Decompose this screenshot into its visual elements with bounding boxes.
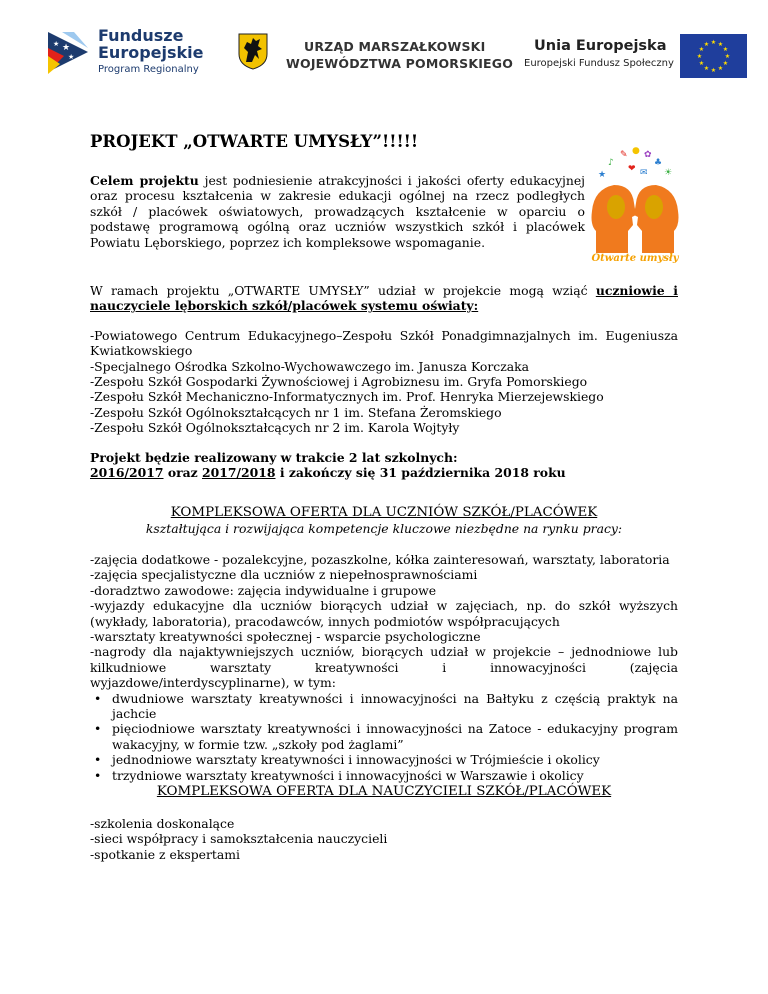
svg-text:★: ★ (696, 53, 703, 60)
duration-line-1: Projekt będzie realizowany w trakcie 2 lat szkolnych: (90, 449, 458, 465)
offer-item: -nagrody dla najaktywniejszych uczniów, biorących udział w projekcie – jednodniowe lub kilkudniowe warsztaty kreatywności i innowacyjności (zajęcia wyjazdowe/interdyscyplinarne), w tym: (90, 644, 678, 691)
page-title: PROJEKT „OTWARTE UMYSŁY”!!!!! (90, 132, 419, 151)
svg-text:★: ★ (710, 67, 717, 74)
svg-text:★: ★ (698, 46, 705, 53)
teachers-offer-title: KOMPLEKSOWA OFERTA DLA NAUCZYCIELI SZKÓŁ/PLACÓWEK (156, 783, 612, 799)
school-item: -Zespołu Szkół Ogólnokształcących nr 2 im. Karola Wojtyły (90, 420, 460, 436)
fundusze-europejskie-label (98, 27, 204, 78)
participants-highlight: uczniowie i nauczyciele lęborskich szkół/placówek systemu oświaty: (90, 283, 678, 314)
urzad-marszalkowski-label (286, 38, 513, 72)
svg-text:★: ★ (722, 60, 729, 67)
svg-text:✿: ✿ (644, 150, 652, 160)
open-minds-illustration (588, 145, 682, 263)
pomorskie-griffin-crest (237, 32, 269, 70)
svg-text:★: ★ (68, 53, 75, 61)
teacher-offer-item: -spotkanie z ekspertami (90, 846, 240, 862)
awards-bullet-list (90, 691, 678, 783)
svg-text:★: ★ (703, 41, 710, 48)
school-year-2: 2017/2018 (202, 465, 276, 481)
offer-item: -doradztwo zawodowe: zajęcia indywidualne i grupowe (90, 582, 437, 598)
school-item: -Zespołu Szkół Gospodarki Żywnościowej i Agrobiznesu im. Gryfa Pomorskiego (90, 374, 588, 390)
participants-paragraph (90, 283, 678, 314)
svg-text:★: ★ (62, 43, 71, 53)
offer-item: -warsztaty kreatywności społecznej - wsparcie psychologiczne (90, 628, 481, 644)
award-bullet-item: • jednodniowe warsztaty kreatywności i innowacyjności w Trójmieście i okolicy (90, 752, 678, 767)
um-line-1: URZĄD MARSZAŁKOWSKI (304, 39, 486, 54)
duration-and: oraz (163, 465, 202, 481)
svg-text:★: ★ (703, 65, 710, 72)
svg-text:★: ★ (53, 40, 60, 48)
duration-block (90, 450, 678, 481)
fe-line-2: Europejskie (98, 43, 204, 62)
svg-text:★: ★ (717, 65, 724, 72)
ue-line-2: Europejski Fundusz Społeczny (524, 58, 674, 69)
offer-item: -zajęcia specjalistyczne dla uczniów z niepełnosprawnościami (90, 567, 478, 583)
svg-text:★: ★ (710, 39, 717, 46)
ue-line-1: Unia Europejska (534, 38, 667, 54)
svg-text:☀: ☀ (664, 168, 673, 178)
intro-paragraph (90, 173, 585, 250)
schools-list (90, 328, 678, 436)
award-bullet-item: • pięciodniowe warsztaty kreatywności i innowacyjności na Zatoce - edukacyjny program wakacyjny, w formie tzw. „szkoły pod żaglami” (90, 721, 678, 752)
svg-text:♪: ♪ (608, 158, 614, 168)
school-item: -Zespołu Szkół Ogólnokształcących nr 1 im. Stefana Żeromskiego (90, 404, 502, 420)
logo-header (0, 0, 768, 100)
unia-europejska-label (524, 37, 674, 73)
teachers-offer-list (90, 816, 678, 862)
intro-lead: Celem projektu (90, 173, 199, 188)
document-body (90, 132, 678, 862)
svg-text:★: ★ (724, 53, 731, 60)
svg-text:★: ★ (698, 60, 705, 67)
school-year-1: 2016/2017 (90, 465, 164, 481)
students-offer-subtitle: kształtująca i rozwijająca kompetencje kluczowe niezbędne na rynku pracy: (145, 521, 623, 537)
fundusze-europejskie-logo (44, 26, 92, 78)
eu-flag-icon (680, 34, 747, 78)
duration-end: i zakończy się 31 października 2018 roku (275, 465, 566, 481)
students-offer-title: KOMPLEKSOWA OFERTA DLA UCZNIÓW SZKÓŁ/PLACÓWEK (170, 505, 598, 521)
students-offer-list (90, 552, 678, 691)
school-item: -Zespołu Szkół Mechaniczno-Informatycznych im. Prof. Henryka Mierzejewskiego (90, 389, 604, 405)
svg-text:♣: ♣ (654, 158, 663, 168)
fe-line-3: Program Regionalny (98, 64, 199, 75)
school-item: -Powiatowego Centrum Edukacyjnego–Zespołu Szkół Ponadgimnazjalnych im. Eugeniusza Kwiatkowskiego (90, 327, 678, 359)
svg-text:★: ★ (722, 46, 729, 53)
school-item: -Specjalnego Ośrodka Szkolno-Wychowawczego im. Janusza Korczaka (90, 358, 530, 374)
award-bullet-item: • dwudniowe warsztaty kreatywności i innowacyjności na Bałtyku z częścią praktyk na jachcie (90, 691, 678, 722)
offer-item: -wyjazdy edukacyjne dla uczniów biorących udział w zajęciach, np. do szkół wyższych (wykłady, laboratoria), pracodawców, innych podmiotów współpracujących (90, 598, 678, 629)
svg-text:✉: ✉ (640, 168, 648, 178)
teacher-offer-item: -sieci współpracy i samokształcenia nauczycieli (90, 831, 388, 847)
svg-text:●: ● (632, 146, 640, 156)
fe-line-1: Fundusze (98, 26, 184, 45)
svg-text:★: ★ (717, 41, 724, 48)
illustration-caption: Otwarte umysły (591, 253, 679, 263)
um-line-2: WOJEWÓDZTWA POMORSKIEGO (286, 56, 514, 71)
participants-text: W ramach projektu „OTWARTE UMYSŁY” udział w projekcie mogą wziąć (90, 283, 596, 298)
svg-text:❤: ❤ (628, 164, 636, 174)
svg-text:★: ★ (598, 170, 607, 180)
duration-line-2 (90, 465, 678, 480)
intro-section (90, 146, 679, 269)
svg-text:✎: ✎ (620, 150, 628, 160)
intro-text: jest podniesienie atrakcyjności i jakości oferty edukacyjnej oraz procesu kształcenia w zakresie edukacji ogólnej na rzecz podległych szkół / placówek oświatowych, prowadzących kształcenie w oparciu o podstawę programową ogólną oraz uczniów wszystkich szkół i placówek Powiatu Lęborskiego, poprzez ich kompleksowe wspomaganie. (90, 173, 585, 250)
award-bullet-item: • trzydniowe warsztaty kreatywności i innowacyjności w Warszawie i okolicy (90, 768, 678, 783)
teacher-offer-item: -szkolenia doskonalące (90, 815, 235, 831)
offer-item: -zajęcia dodatkowe - pozalekcyjne, pozaszkolne, kółka zainteresowań, warsztaty, laboratoria (90, 551, 670, 567)
